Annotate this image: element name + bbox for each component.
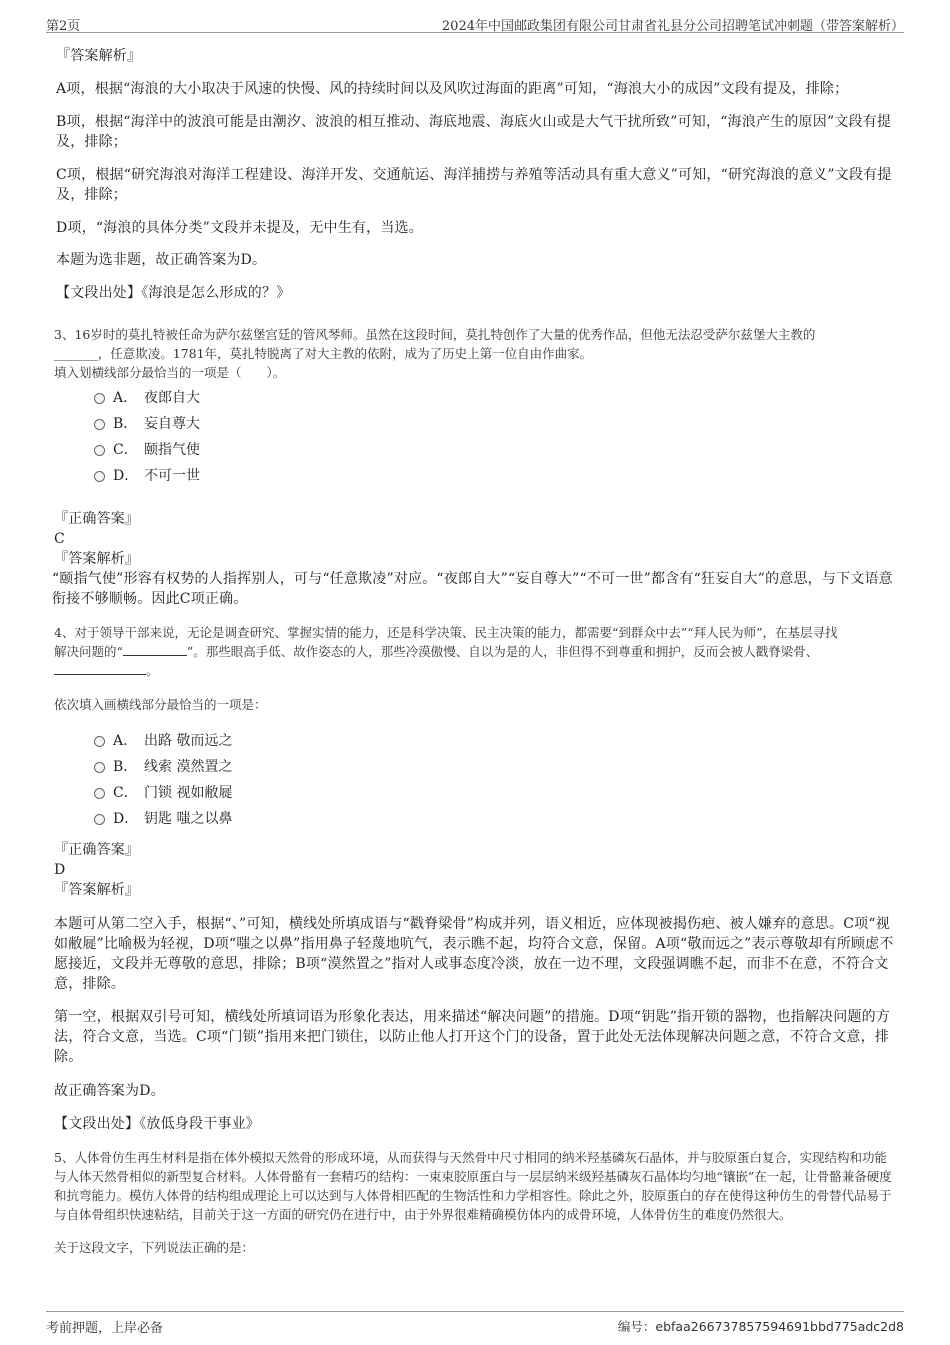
document-title: 2024年中国邮政集团有限公司甘肃省礼县分公司招聘笔试冲刺题（带答案解析） — [441, 19, 904, 34]
radio-icon[interactable] — [94, 762, 105, 773]
analysis-conclusion: 故正确答案为D。 — [54, 1083, 165, 1099]
question-4-prompt: 依次填入画横线部分最恰当的一项是： — [54, 697, 267, 712]
correct-answer-label: 『正确答案』 — [54, 842, 140, 858]
analysis-conclusion: 本题为选非题，故正确答案为D。 — [56, 252, 267, 268]
option-b[interactable]: B． 线索 漠然置之 — [94, 754, 896, 780]
page-content — [52, 46, 896, 1257]
footer-slogan: 考前押题，上岸必备 — [46, 1321, 164, 1336]
option-c[interactable]: C． 门锁 视如敝屣 — [94, 780, 896, 806]
radio-icon[interactable] — [94, 445, 105, 456]
question-4-line2: 解决问题的“ ”。那些眼高手低、故作姿态的人，那些冷漠傲慢、自以为是的人，非但得不到尊重和拥护，反而会被人戳脊梁骨、 — [54, 644, 819, 659]
question-5 — [54, 1148, 896, 1257]
source-citation: 【文段出处】《海浪是怎么形成的？》 — [56, 285, 291, 301]
question-3 — [54, 325, 896, 609]
analysis-text-1: 本题可从第二空入手，根据“、”可知，横线处所填成语与“戳脊梁骨”构成并列，语义相近，应体现被揭伤疤、被人嫌弃的意思。C项“视如敝屣”比喻极为轻视，D项“嗤之以鼻”指用鼻子轻蔑地吭气，表示瞧不起，均符合文意，保留。A项“敬而远之”表示尊敬却有所顾虑不愿接近，文段并无尊敬的意思，排除；B项“漠然置之”指对人或事态度冷淡，放在一边不理，文段强调瞧不起，而非不在意，不符合文意，排除。 — [54, 916, 894, 992]
radio-icon[interactable] — [94, 814, 105, 825]
analysis-option-b: B项，根据“海洋中的波浪可能是由潮汐、波浪的相互推动、海底地震、海底火山或是大气干扰所致”可知，“海浪产生的原因”文段有提及，排除； — [56, 114, 892, 150]
option-d[interactable]: D． 不可一世 — [94, 463, 896, 489]
source-citation: 【文段出处】《放低身段干事业》 — [54, 1116, 260, 1132]
radio-icon[interactable] — [94, 393, 105, 404]
question-5-prompt: 关于这段文字，下列说法正确的是： — [54, 1240, 255, 1255]
page-number: 第2页 — [46, 19, 81, 34]
correct-answer: C — [54, 531, 65, 547]
question-3-prompt: 填入划横线部分最恰当的一项是（ ）。 — [54, 365, 286, 380]
analysis-label: 『答案解析』 — [54, 882, 140, 898]
analysis-label: 『答案解析』 — [54, 551, 140, 567]
question-3-line1: 3、16岁时的莫扎特被任命为萨尔兹堡宫廷的管风琴师。虽然在这段时间，莫扎特创作了大量的优秀作品，但他无法忍受萨尔兹堡大主教的 — [54, 327, 816, 342]
analysis-option-a: A项，根据“海浪的大小取决于风速的快慢、风的持续时间以及风吹过海面的距离”可知，“海浪大小的成因”文段有提及，排除； — [56, 81, 849, 97]
page-header — [46, 12, 904, 33]
correct-answer-label: 『正确答案』 — [54, 511, 140, 527]
question-4-blank-1 — [123, 643, 187, 656]
analysis-text: “颐指气使”形容有权势的人指挥别人，可与“任意欺凌”对应。“夜郎自大”“妄自尊大”“不可一世”都含有“狂妄自大”的意思，与下文语意衔接不够顺畅。因此C项正确。 — [52, 571, 893, 607]
option-c[interactable]: C． 颐指气使 — [94, 437, 896, 463]
option-b[interactable]: B． 妄自尊大 — [94, 411, 896, 437]
radio-icon[interactable] — [94, 471, 105, 482]
analysis-text-2: 第一空，根据双引号可知，横线处所填词语为形象化表达，用来描述“解决问题”的措施。D项“钥匙”指开锁的器物，也指解决问题的方法，符合文意，当选。C项“门锁”指用来把门锁住，以防止他人打开这个门的设备，置于此处无法体现解决问题之意，不符合文意，排除。 — [54, 1009, 891, 1065]
option-a[interactable]: A． 夜郎自大 — [94, 385, 896, 411]
radio-icon[interactable] — [94, 419, 105, 430]
question-5-passage: 5、人体骨仿生再生材料是指在体外模拟天然骨的形成环境，从而获得与天然骨中尺寸相同的纳米羟基磷灰石晶体，并与胶原蛋白复合，实现结构和功能与人体天然骨相似的新型复合材料。人体骨骼有一套精巧的结构：一束束胶原蛋白与一层层纳米级羟基磷灰石晶体均匀地“镶嵌”在一起，让骨骼兼备硬度和抗弯能力。模仿人体骨的结构组成理论上可以达到与人体骨相匹配的生物活性和力学相容性。除此之外，胶原蛋白的存在使得这种仿生的骨替代品易于与自体骨组织快速粘结，目前关于这一方面的研究仍在进行中，由于外界很难精确模仿体内的成骨环境，人体骨仿生的难度仍然很大。 — [54, 1150, 892, 1222]
option-d[interactable]: D． 钥匙 嗤之以鼻 — [94, 806, 896, 832]
correct-answer: D — [54, 862, 66, 878]
document-id: 编号：ebfaa266737857594691bbd775adc2d8 — [617, 1319, 904, 1334]
analysis-option-d: D项，“海浪的具体分类”文段并未提及，无中生有，当选。 — [56, 220, 423, 236]
question-3-blank: _______ — [54, 346, 98, 361]
question-4-blank-2 — [54, 662, 146, 675]
analysis-label: 『答案解析』 — [56, 48, 142, 64]
page-footer — [46, 1311, 904, 1336]
question-4-line1: 4、对于领导干部来说，无论是调查研究、掌握实情的能力，还是科学决策、民主决策的能力，都需要“到群众中去”“拜人民为师”，在基层寻找 — [54, 625, 838, 640]
radio-icon[interactable] — [94, 788, 105, 799]
question-3-line2: _______，任意欺凌。1781年，莫扎特脱离了对大主教的依附，成为了历史上第一位自由作曲家。 — [54, 346, 593, 361]
option-a[interactable]: A． 出路 敬而远之 — [94, 728, 896, 754]
question-4-line3: 。 — [54, 661, 896, 680]
analysis-option-c: C项，根据“研究海浪对海洋工程建设、海洋开发、交通航运、海洋捕捞与养殖等活动具有重大意义”可知，“研究海浪的意义”文段有提及，排除； — [56, 167, 892, 203]
question-4 — [54, 623, 896, 1134]
radio-icon[interactable] — [94, 736, 105, 747]
